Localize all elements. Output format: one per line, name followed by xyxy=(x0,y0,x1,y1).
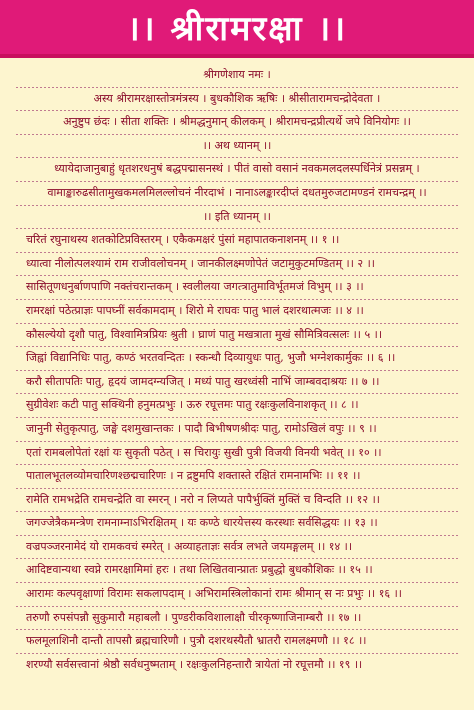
verse-line: ध्यात्वा नीलोत्पलश्यामं राम राजीवलोचनम् । जानकीलक्ष्मणोपेतं जटामुकुटमण्डितम् ।। २ ।। xyxy=(26,256,375,270)
verse-line: वज्रपञ्जरनामेदं यो रामकवचं स्मरेत् । अव्याहताज्ञः सर्वत्र लभते जयमङ्गलम् ।। १४ ।। xyxy=(26,539,353,553)
text-line: ।। इति ध्यानम् ।। xyxy=(203,209,271,223)
verse-line: रामेति रामभद्रेति रामचन्द्रेति वा स्मरन् । नरो न लिप्यते पापैर्भुक्तिं मुक्तिं च विन्दति ।। १२ ।। xyxy=(26,492,380,506)
verse-line: रामरक्षां पठेत्प्राज्ञः पापघ्नीं सर्वकामदाम् । शिरो मे राघवः पातु भालं दशरथात्मजः ।। ४ ।। xyxy=(26,303,364,317)
verse-line: करौ सीतापतिः पातु, हृदयं जामदग्न्यजित् । मध्यं पातु खरध्वंसी नाभिं जाम्बवदाश्रयः ।। ७ ।। xyxy=(26,374,380,388)
text-line: अनुष्टुप छंदः । सीता शक्तिः । श्रीमद्धनुमान् कीलकम् । श्रीरामचन्द्रप्रीत्यर्थे जपे विनियोगः ।। xyxy=(63,115,411,129)
verse-line: जगज्जेत्रैकमन्त्रेण रामनाम्नाऽभिरक्षितम् । यः कण्ठे धारयेत्तस्य करस्थाः सर्वसिद्धयः ।। १३ ।। xyxy=(26,516,378,530)
text-line: श्रीगणेशाय नमः । xyxy=(203,68,271,81)
stotra-text xyxy=(0,58,474,676)
verse-line: जानुनी सेतुकृत्पातु, जङ्घे दशमुखान्तकः । पादौ बिभीषणश्रीदः पातु, रामोऽखिलं वपुः ।। ९ ।। xyxy=(26,421,377,435)
verse-line: सुग्रीवेशः कटी पातु सक्थिनी हनुमत्प्रभुः । ऊरु रघूत्तमः पातु रक्षःकुलविनाशकृत् ।। ८ ।। xyxy=(26,398,359,412)
verse-line: एतां रामबलोपेतां रक्षां यः सुकृती पठेत् । स चिरायुः सुखी पुत्री विजयी विनयी भवेत् ।। १० ।। xyxy=(26,445,382,459)
verse-line: शरण्यौ सर्वसत्त्वानां श्रेष्ठौ सर्वधनुष्मताम् । रक्षःकुलनिहन्तारौ त्रायेतां नो रघूत्तमौ ।। १९ ।। xyxy=(26,657,363,671)
text-line: वामाङ्कारुढसीतामुखकमलमिलल्लोचनं नीरदाभं । नानाऽलङ्कारदीप्तं दधतमुरुजटामण्डनं रामचन्द्रम् ।। xyxy=(47,185,427,199)
text-line: ।। अथ ध्यानम् ।। xyxy=(202,138,272,152)
page-title-banner xyxy=(0,0,474,58)
text-line: ध्यायेदाजानुबाहुं धृतशरधनुषं बद्धपद्मासनस्थं । पीतं वासो वसानं नवकमलदलस्पर्धिनेत्रं प्रसन्नम् । xyxy=(54,162,420,176)
verse-line: तरुणौ रुपसंपन्नौ सुकुमारौ महाबलौ । पुण्डरीकविशालाक्षौ चीरकृष्णाजिनाम्बरौ ।। १७ ।। xyxy=(26,610,362,624)
verse-line: जिह्वां विद्यानिधिः पातु, कण्ठं भरतवन्दितः । स्कन्धौ दिव्यायुधः पातु, भुजौ भग्नेशकार्मुकः ।। ६ ।। xyxy=(26,351,396,365)
page-title: ।। श्रीरामरक्षा ।। xyxy=(126,9,348,49)
verse-line: चरितं रघुनाथस्य शतकोटिप्रविस्तरम् । एकैकमक्षरं पुंसां महापातकनाशनम् ।। १ ।। xyxy=(26,233,340,247)
verse-line: आदिष्टवान्यथा स्वप्ने रामरक्षामिमां हरः । तथा लिखितवान्प्रातः प्रबुद्धो बुधकौशिकः ।। १५ ।। xyxy=(26,563,373,577)
text-line: अस्य श्रीरामरक्षास्तोत्रमंत्रस्य । बुधकौशिक ऋषिः । श्रीसीतारामचन्द्रोदेवता । xyxy=(93,91,381,105)
verse-line: सासितूणधनुर्बाणपाणि नक्तंचरान्तकम् । स्वलीलया जगत्त्रातुमाविर्भूतमजं विभुम् ।। ३ ।। xyxy=(26,280,364,294)
verse-line: पातालभूतलव्योमचारिणश्छद्मचारिणः । न द्रष्टुमपि शक्तास्ते रक्षितं रामनामभिः ।। ११ ।। xyxy=(26,469,361,483)
verse-line: फलमूलाशिनौ दान्तौ तापसौ ब्रह्मचारिणौ । पुत्रौ दशरथस्यैतौ भ्रातरौ रामलक्ष्मणौ ।। १८ ।। xyxy=(26,634,367,648)
verse-line: आरामः कल्पवृक्षाणां विरामः सकलापदाम् । अभिरामस्त्रिलोकानां रामः श्रीमान् स नः प्रभुः ।। १६ ।। xyxy=(26,587,402,601)
verse-line: कौसल्येयो दृशौ पातु, विश्वामित्रप्रियः श्रुती । घ्राणं पातु मखत्राता मुखं सौमित्रिवत्सलः ।। ५ ।। xyxy=(26,327,383,341)
